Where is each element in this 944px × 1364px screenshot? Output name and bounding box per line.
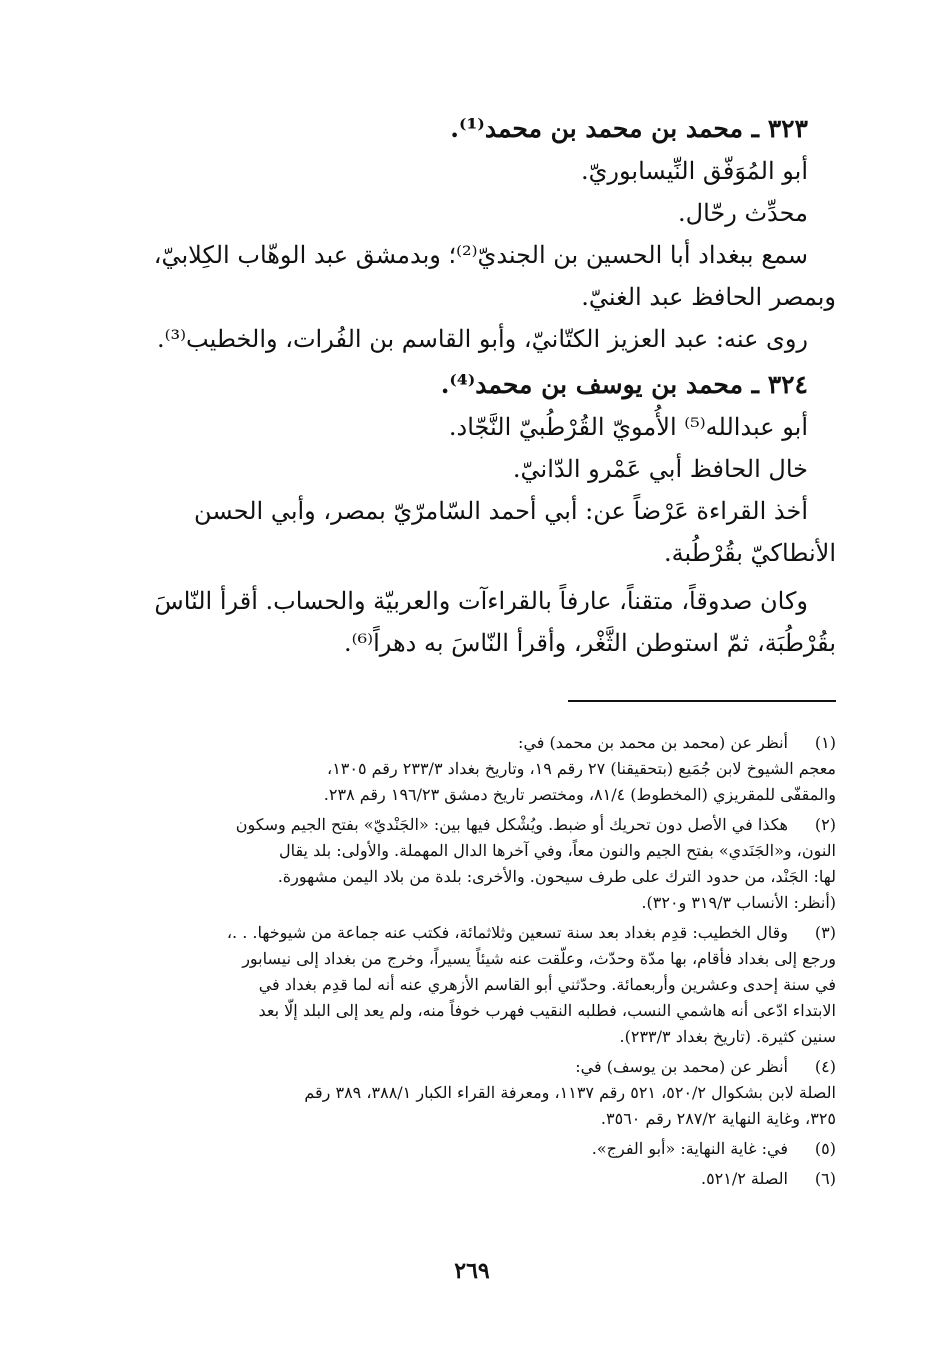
- footnote-line: الصلة لابن بشكوال ٥٢٠/٢، ٥٢١ رقم ١١٣٧، ومعرفة القراء الكبار ٣٨٨/١، ٣٨٩ رقم: [304, 1083, 836, 1102]
- footnote-number: (٦): [814, 1169, 836, 1188]
- entry-line: الأنطاكيّ بقُرْطُبة.: [664, 539, 836, 567]
- entry-line: سمع ببغداد أبا الحسين بن الجنديّ⁽²⁾؛ وبدمشق عبد الوهّاب الكِلابيّ،: [153, 241, 808, 269]
- entry-line: خال الحافظ أبي عَمْرو الدّانيّ.: [512, 455, 808, 483]
- footnote-line: أنظر عن (محمد بن محمد بن محمد) في:: [518, 733, 788, 752]
- footnote-divider: [568, 700, 836, 702]
- footnotes: [108, 730, 836, 1196]
- page-number: ٢٦٩: [454, 1258, 490, 1284]
- footnote-5: [108, 1136, 836, 1162]
- footnote-line: سنين كثيرة. (تاريخ بغداد ٢٣٣/٣).: [619, 1027, 836, 1046]
- entry-line: محدِّث رحّال.: [678, 199, 808, 227]
- footnote-line: هكذا في الأصل دون تحريك أو ضبط. ويُشْكل فيها بين: «الجَنْديّ» بفتح الجيم وسكون: [235, 815, 788, 834]
- footnote-line: في: غاية النهاية: «أبو الفرج».: [591, 1139, 788, 1158]
- footnote-line: أنظر عن (محمد بن يوسف) في:: [575, 1057, 788, 1076]
- footnote-line: ٣٢٥، وغاية النهاية ٢٨٧/٢ رقم ٣٥٦٠.: [600, 1109, 836, 1128]
- footnote-3: [108, 920, 836, 1050]
- footnote-2: [108, 812, 836, 916]
- footnote-line: والمقفّى للمقريزي (المخطوط) ٨١/٤، ومختصر تاريخ دمشق ١٩٦/٢٣ رقم ٢٣٨.: [323, 785, 836, 804]
- footnote-6: [108, 1166, 836, 1192]
- entry-line: وكان صدوقاً، متقناً، عارفاً بالقراءآت والعربيّة والحساب. أقرأ النّاسَ: [154, 587, 808, 615]
- footnote-number: (٣): [814, 923, 836, 942]
- footnote-line: ورجع إلى بغداد فأقام، بها مدّة وحدّث، وعلّقت عنه شيئاً يسيراً، وخرج من بغداد إلى نيسابور: [242, 949, 836, 968]
- footnote-1: [108, 730, 836, 808]
- biography-entry-324: [108, 364, 836, 664]
- footnote-line: معجم الشيوخ لابن جُمَيع (بتحقيقنا) ٢٧ رقم ١٩، وتاريخ بغداد ٢٣٣/٣ رقم ١٣٠٥،: [327, 759, 836, 778]
- footnote-line: في سنة إحدى وعشرين وأربعمائة. وحدّثني أبو القاسم الأزهري عنه أنه لما قدِم بغداد في: [258, 975, 836, 994]
- entry-line: أبو عبدالله⁽⁵⁾ الأُمويّ القُرْطُبيّ النَّجّاد.: [448, 413, 808, 441]
- footnote-line: وقال الخطيب: قدِم بغداد بعد سنة تسعين وثلاثمائة، فكتب عنه جماعة من شيوخها. . .،: [226, 923, 788, 942]
- entry-heading: ٣٢٣ ـ محمد بن محمد بن محمد⁽¹⁾.: [450, 114, 808, 143]
- entry-line: روى عنه: عبد العزيز الكتّانيّ، وأبو القاسم بن الفُرات، والخطيب⁽³⁾.: [156, 325, 808, 353]
- footnote-number: (١): [814, 733, 836, 752]
- footnote-line: الابتداء ادّعى أنه هاشمي النسب، فطلبه النقيب فهرب خوفاً منه، ولم يعد إلى البلد إلّا بعد: [258, 1001, 836, 1020]
- footnote-number: (٤): [814, 1057, 836, 1076]
- biography-entry-323: [108, 108, 836, 360]
- footnote-number: (٥): [814, 1139, 836, 1158]
- entry-line: أخذ القراءة عَرْضاً عن: أبي أحمد السّامرّيّ بمصر، وأبي الحسن: [194, 497, 808, 525]
- footnote-line: الصلة ٥٢١/٢.: [700, 1169, 788, 1188]
- footnote-line: (أنظر: الأنساب ٣١٩/٣ و٣٢٠).: [641, 893, 836, 912]
- entry-line: أبو المُوَفّق النِّيسابوريّ.: [580, 157, 808, 185]
- entry-heading: ٣٢٤ ـ محمد بن يوسف بن محمد⁽⁴⁾.: [440, 370, 808, 399]
- footnote-4: [108, 1054, 836, 1132]
- entry-line: وبمصر الحافظ عبد الغنيّ.: [581, 283, 836, 311]
- footnote-line: لها: الجَنْد، من حدود الترك على طرف سيحون. والأخرى: بلدة من بلاد اليمن مشهورة.: [277, 867, 836, 886]
- footnote-number: (٢): [814, 815, 836, 834]
- entry-line: بقُرْطُبَة، ثمّ استوطن الثَّغْر، وأقرأ النّاسَ به دهراً⁽⁶⁾.: [344, 629, 836, 657]
- footnote-line: النون، و«الجَنَدي» بفتح الجيم والنون معاً، وفي آخرها الدال المهملة. والأولى: بلد يقال: [278, 841, 836, 860]
